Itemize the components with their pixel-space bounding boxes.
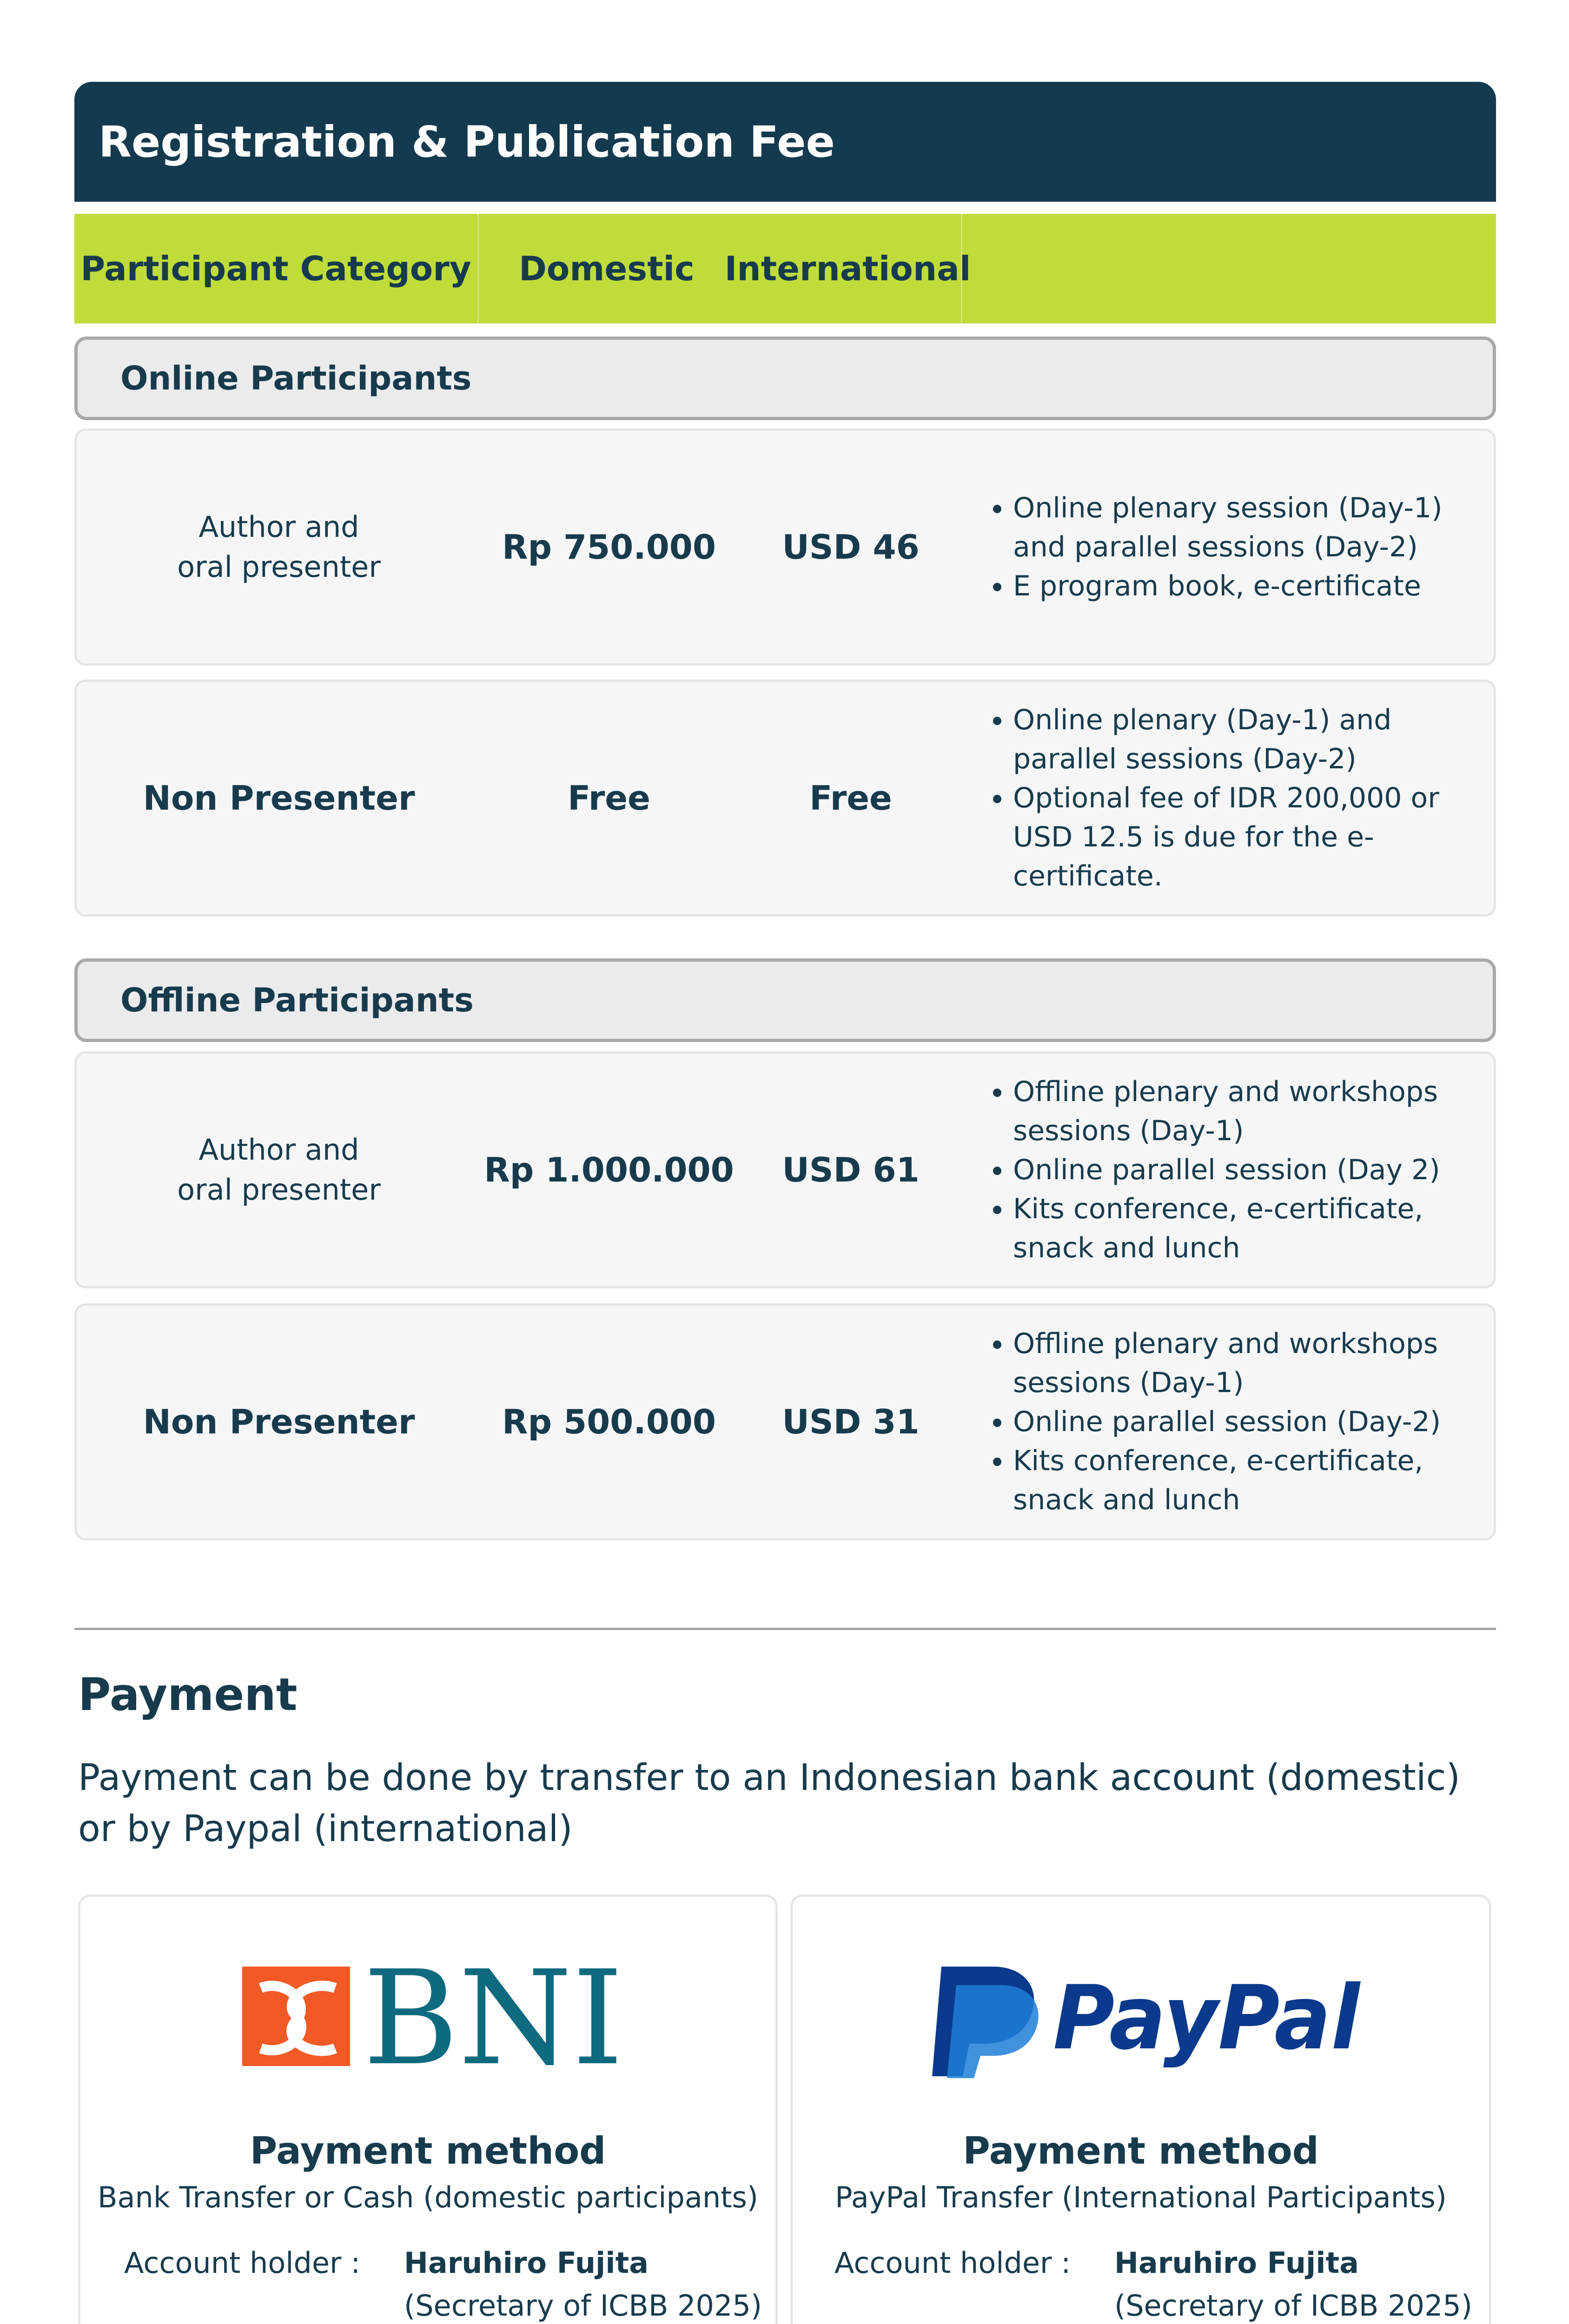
feature-item: • Online parallel session (Day-2): [1013, 1402, 1498, 1441]
row-category: Non Presenter: [143, 1402, 415, 1441]
section-offline-heading: Offline Participants: [74, 958, 1496, 1042]
row-domestic-fee: Rp 1.000.000: [484, 1150, 734, 1189]
table-header: [74, 214, 1496, 324]
row-features: [965, 1054, 1498, 1286]
category-line: oral presenter: [177, 550, 381, 584]
bni-method-title: Payment method: [250, 2129, 606, 2172]
paypal-method-title: Payment method: [963, 2129, 1319, 2172]
feature-item: • Offline plenary and workshops sessions (Day-1): [1013, 1324, 1498, 1402]
row-features: [965, 682, 1498, 914]
feature-item: • Online plenary (Day-1) and parallel sessions (Day-2): [1013, 700, 1498, 779]
value-holder-name: Haruhiro Fujita: [1114, 2246, 1359, 2280]
feature-item: • Kits conference, e-certificate, snack and lunch: [1013, 1441, 1498, 1519]
feature-item: • Kits conference, e-certificate, snack and lunch: [1013, 1189, 1498, 1268]
fee-title-bar: [74, 82, 1496, 202]
row-features: [965, 1306, 1498, 1538]
column-header-international: International: [735, 214, 962, 324]
table-row: [74, 1303, 1496, 1540]
section-online-heading: Online Participants: [74, 337, 1496, 420]
row-category: Non Presenter: [143, 779, 415, 818]
value-holder-role: (Secretary of ICBB 2025): [404, 2289, 762, 2323]
column-header-domestic: Domestic: [519, 249, 695, 288]
row-features: [965, 431, 1498, 663]
feature-item: • Offline plenary and workshops sessions (Day-1): [1013, 1072, 1498, 1150]
row-domestic-fee: Free: [568, 779, 650, 818]
label-account-holder: Account holder :: [124, 2246, 361, 2280]
payment-heading: Payment: [78, 1669, 298, 1721]
paypal-payment-card: [790, 1895, 1491, 2324]
bni-logo: [242, 1960, 623, 2072]
payment-intro: Payment can be done by transfer to an Indonesian bank account (domestic) or by Paypal (international): [78, 1757, 1460, 1850]
feature-item: • E program book, e-certificate: [1013, 567, 1498, 606]
feature-item: • Online parallel session (Day 2): [1013, 1150, 1498, 1189]
row-category: [77, 1054, 481, 1286]
category-line: oral presenter: [177, 1173, 381, 1207]
paypal-method-subtitle: PayPal Transfer (International Participants): [835, 2180, 1447, 2214]
column-header-category: Participant Category: [74, 214, 479, 324]
row-international-fee: Free: [809, 779, 892, 818]
bni-payment-card: [78, 1895, 778, 2324]
section-divider: [74, 1628, 1496, 1630]
value-holder-role: (Secretary of ICBB 2025): [1114, 2289, 1473, 2323]
row-domestic-fee: Rp 500.000: [502, 1402, 716, 1441]
table-row: [74, 680, 1496, 917]
table-row: [74, 1051, 1496, 1288]
category-line: Author and: [199, 1133, 359, 1167]
bni-method-subtitle: Bank Transfer or Cash (domestic participants): [98, 2180, 758, 2214]
paypal-logo-text: PayPal: [1053, 1967, 1361, 2069]
row-international-fee: USD 46: [782, 528, 920, 567]
feature-item: • Optional fee of IDR 200,000 or USD 12.5 is due for the e-certificate.: [1013, 779, 1498, 896]
label-account-holder: Account holder :: [834, 2246, 1071, 2280]
row-category: [77, 431, 481, 663]
paypal-logo: [923, 1960, 1369, 2081]
page-title: Registration & Publication Fee: [99, 117, 835, 167]
paypal-logo-mark: [932, 1967, 1039, 2078]
row-domestic-fee: Rp 750.000: [502, 528, 716, 567]
bni-logo-text: BNI: [363, 1960, 623, 2072]
row-international-fee: USD 61: [782, 1150, 920, 1189]
row-international-fee: USD 31: [782, 1402, 920, 1441]
table-row: [74, 429, 1496, 666]
category-line: Author and: [199, 510, 359, 544]
feature-item: • Online plenary session (Day-1) and parallel sessions (Day-2): [1013, 489, 1498, 567]
value-holder-name: Haruhiro Fujita: [404, 2246, 649, 2280]
